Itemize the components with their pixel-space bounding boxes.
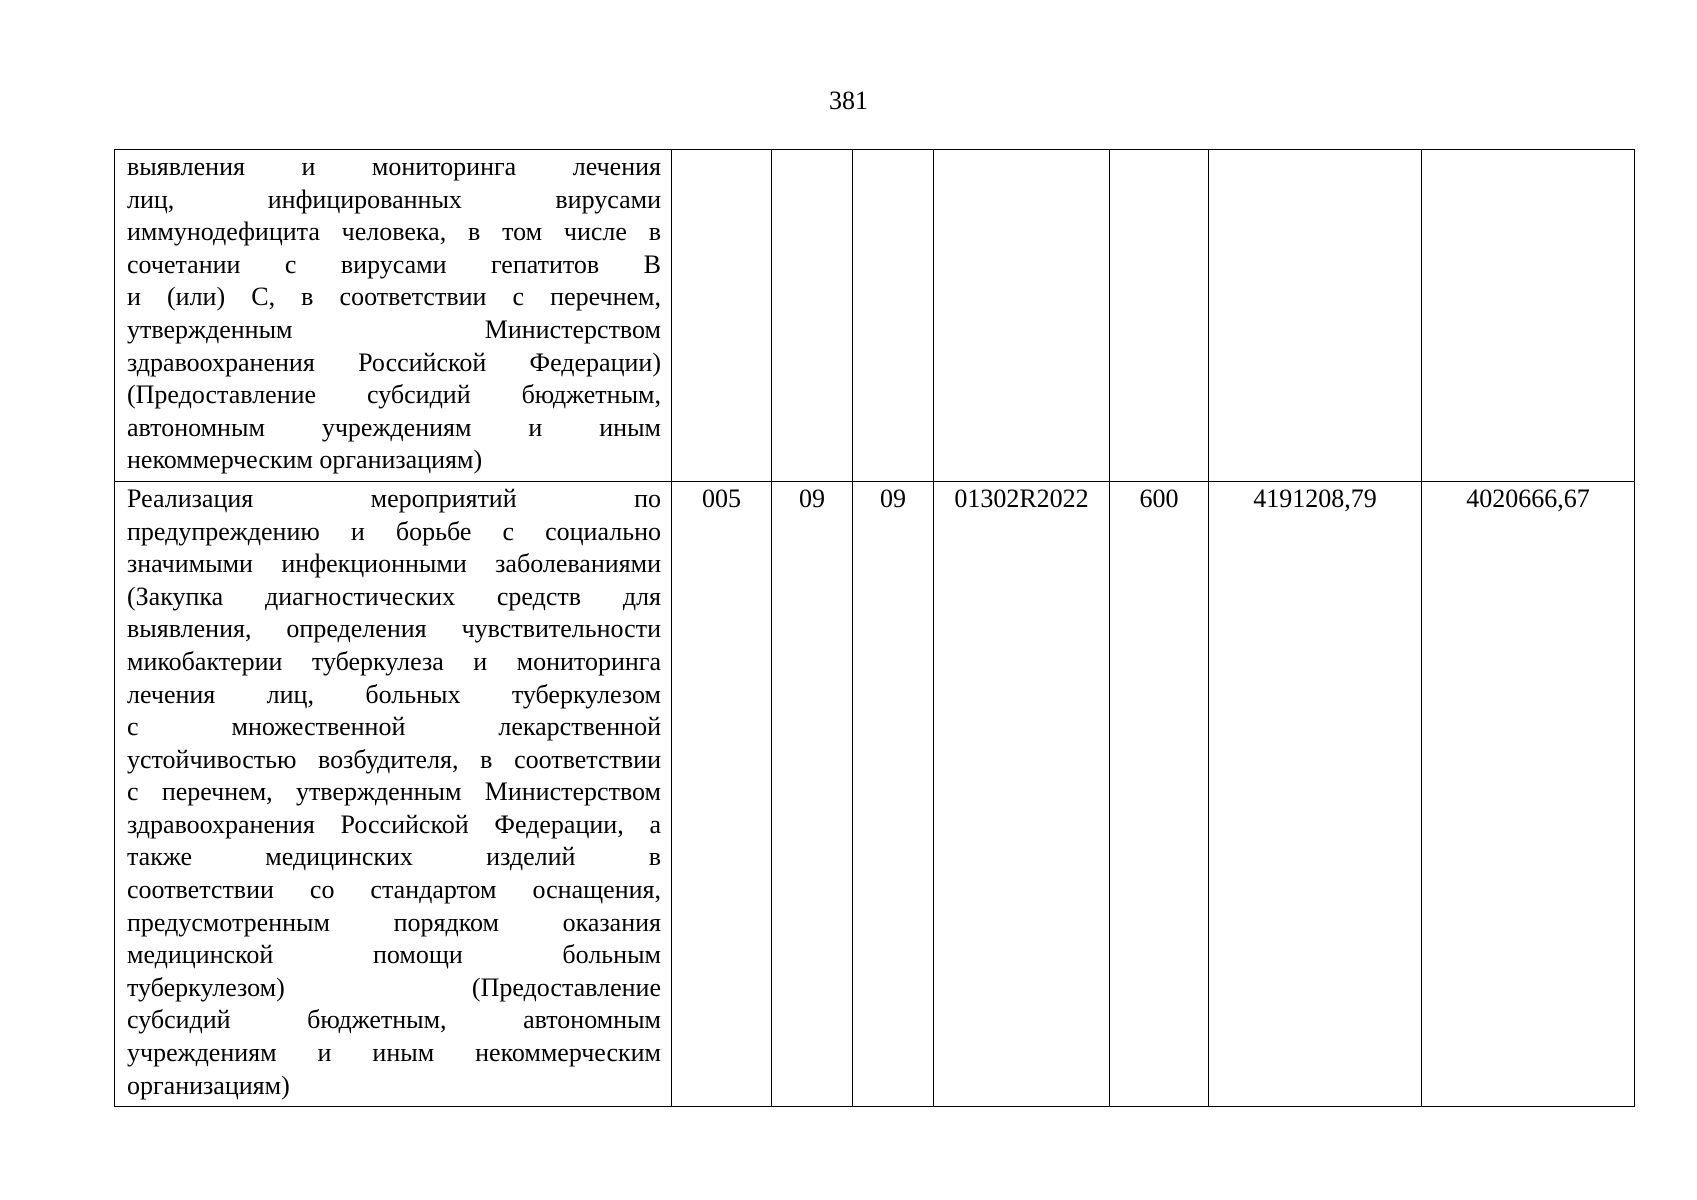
description-line: утвержденным Министерством (127, 314, 661, 344)
description-line: (Предоставление субсидий бюджетным, (127, 380, 661, 410)
target-article-cell (934, 150, 1110, 482)
description-line: выявления, определения чувствительности (127, 614, 661, 644)
row-description (115, 481, 672, 1106)
description-line: микобактерии туберкулеза и мониторинга (127, 646, 661, 676)
description-line: с множественной лекарственной (127, 712, 661, 742)
ministry-code-cell (672, 150, 772, 482)
description-line: предусмотренным порядком оказания (127, 907, 661, 937)
description-line: некоммерческим организациям) (127, 445, 483, 475)
ministry-code-cell: 005 (672, 481, 772, 1106)
amount-1-cell: 4191208,79 (1209, 481, 1422, 1106)
description-line: здравоохранения Российской Федерации) (127, 347, 661, 377)
description-line: и (или) C, в соответствии с перечнем, (127, 282, 661, 312)
description-line: выявления и мониторинга лечения (127, 152, 661, 181)
subsection-code-cell (853, 150, 934, 482)
description-line: организациям) (127, 1070, 290, 1100)
table-row (115, 150, 1635, 482)
description-line: иммунодефицита человека, в том числе в (127, 217, 661, 247)
description-line: туберкулезом) (Предоставление (127, 972, 661, 1002)
expense-type-cell: 600 (1110, 481, 1209, 1106)
description-line: значимыми инфекционными заболеваниями (127, 549, 661, 579)
description-line: автономным учреждениям и иным (127, 412, 661, 442)
description-line: (Закупка диагностических средств для (127, 581, 661, 611)
description-line: устойчивостью возбудителя, в соответствии (127, 744, 661, 774)
description-line: субсидий бюджетным, автономным (127, 1005, 661, 1035)
description-line: с перечнем, утвержденным Министерством (127, 777, 661, 807)
description-line: лечения лиц, больных туберкулезом (127, 679, 661, 709)
description-line: соответствии со стандартом оснащения, (127, 875, 661, 905)
page-number: 381 (829, 86, 868, 115)
description-line: учреждениям и иным некоммерческим (127, 1038, 661, 1068)
description-line: лиц, инфицированных вирусами (127, 184, 661, 214)
amount-2-cell: 4020666,67 (1422, 481, 1635, 1106)
description-line: медицинской помощи больным (127, 940, 661, 970)
description-line: сочетании с вирусами гепатитов B (127, 249, 661, 279)
subsection-code-cell: 09 (853, 481, 934, 1106)
budget-table (114, 149, 1635, 1107)
section-code-cell (772, 150, 853, 482)
table-row (115, 481, 1635, 1106)
amount-1-cell (1209, 150, 1422, 482)
description-line: предупреждению и борьбе с социально (127, 516, 661, 546)
amount-2-cell (1422, 150, 1635, 482)
section-code-cell: 09 (772, 481, 853, 1106)
description-line: также медицинских изделий в (127, 842, 661, 872)
description-line: здравоохранения Российской Федерации, а (127, 809, 661, 839)
row-description (115, 150, 672, 482)
target-article-cell: 01302R2022 (934, 481, 1110, 1106)
expense-type-cell (1110, 150, 1209, 482)
description-line: Реализация мероприятий по (127, 483, 661, 513)
